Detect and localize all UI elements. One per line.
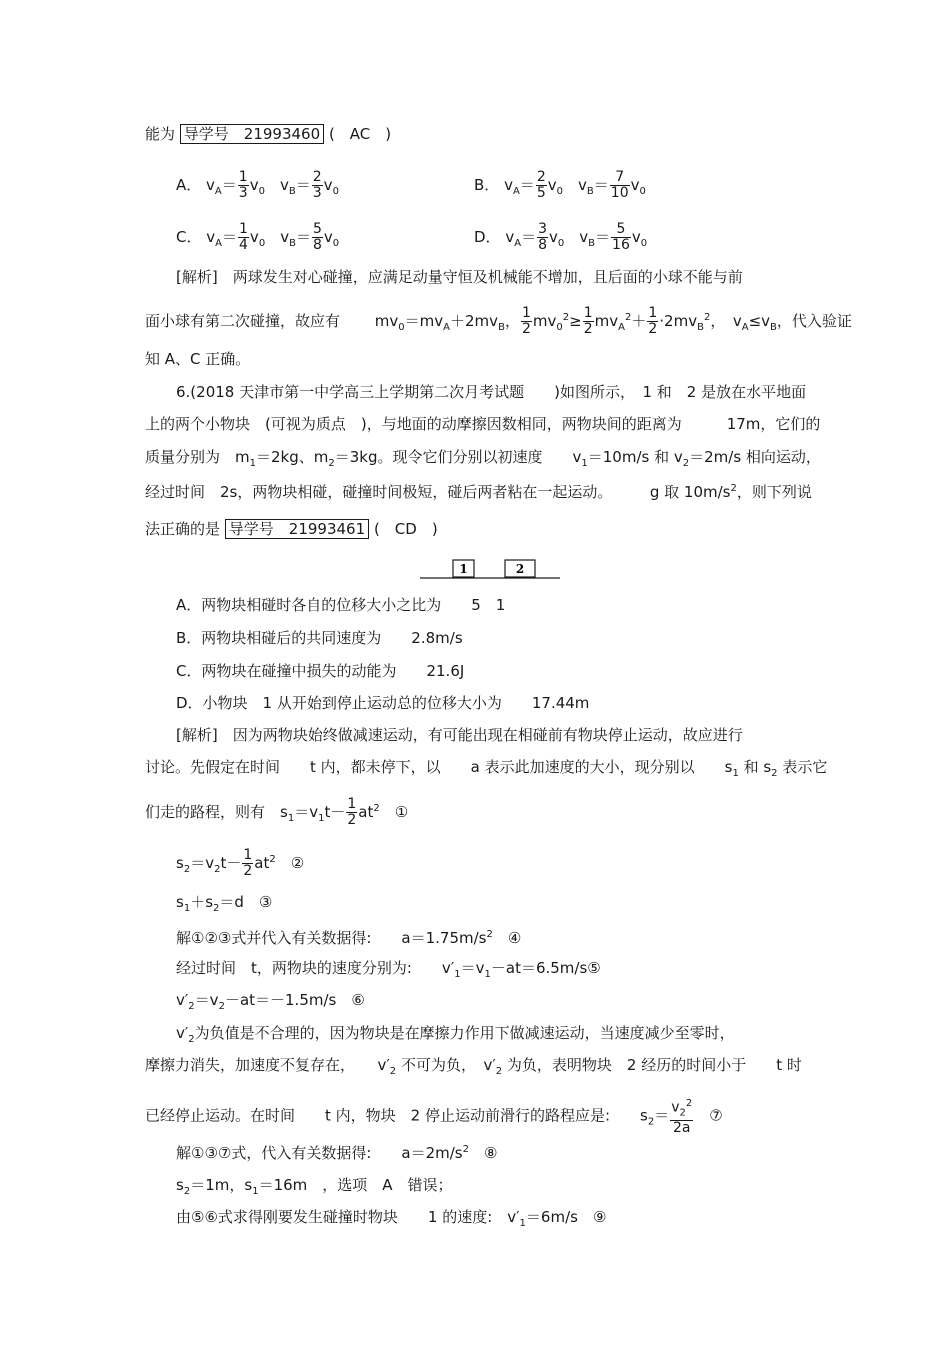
q6-analysis-line2: 讨论。先假定在时间 t 内，都未停下，以 a 表示此加速度的大小，现分别以 $s_1$ 和 $s_2$ 表示它: [145, 758, 828, 779]
q6-stem-line4: 经过时间 2s，两物块相碰，碰撞时间极短，碰后两者粘在一起运动。 g 取 $10m/s^2$，则下列说: [145, 483, 812, 501]
q6-stem-line2: 上的两个小物块 (可视为质点 )，与地面的动摩擦因数相同，两物块间的距离为 17m，它们的: [145, 415, 821, 433]
q6-analysis-neg2: 摩擦力消失，加速度不复存在， $v'_2$ 不可为负， $v'_2$ 为负，表明物块 2 经历的时间小于 t 时: [145, 1056, 802, 1077]
q6-eq3: $s_1+s_2=d$ ③: [176, 893, 273, 914]
q6-eq8: 解①③⑦式，代入有关数据得: $a=2m/s^2$ ⑧: [176, 1144, 498, 1162]
q5-stem-line: [145, 124, 391, 144]
q6-stem-line1: 6.(2018 天津市第一中学高三上学期第二次月考试题 )如图所示， 1 和 2 是放在水平地面: [176, 383, 807, 401]
q6-stem-line5: 法正确的是 导学号 21993461 ( CD ): [145, 520, 438, 538]
q6-eq5: 经过时间 t，两物块的速度分别为: $v'_1=v_1-at=6.5m/s⑤$: [176, 959, 601, 980]
q6-analysis-s: $s_2=1m$，$s_1=16m$ ，选项 A 错误；: [176, 1176, 453, 1197]
q6-eq9: 由⑤⑥式求得刚要发生碰撞时物块 1 的速度: $v'_1=6m/s$ ⑨: [176, 1208, 607, 1229]
q5-analysis-line1: [解析] 两球发生对心碰撞，应满足动量守恒及机械能不增加，且后面的小球不能与前: [176, 268, 743, 286]
q6-eq6: $v'_2=v_2-at=-1.5m/s$ ⑥: [176, 991, 365, 1012]
q6-eq1: 们走的路程，则有 $s_1=v_1t-$ $\frac{1}{2}$ $at^2$ ①: [145, 796, 409, 828]
q5-option-b: B． $v_A=$ $\frac{2}{5}$ $v_0$ $v_B=$ $\frac{7}{10}$ $v_0$: [474, 169, 646, 201]
q6-answer: ( CD ): [373, 520, 438, 538]
q6-eq2: $s_2=v_2t-$ $\frac{1}{2}$ $at^2$ ②: [176, 847, 305, 879]
q5-option-a: A． $v_A=$ $\frac{1}{3}$ $v_0$ $v_B=$ $\frac{2}{3}$ $v_0$: [176, 169, 339, 201]
block-1-label: 1: [459, 562, 468, 576]
q6-guide-number: 导学号 21993461: [225, 519, 369, 539]
q5-option-c: C． $v_A=$ $\frac{1}{4}$ $v_0$ $v_B=$ $\frac{5}{8}$ $v_0$: [176, 221, 340, 253]
q6-analysis-neg1: $v'_2$为负值是不合理的，因为物块是在摩擦力作用下做减速运动，当速度减少至零时，: [176, 1024, 735, 1045]
q6-figure: [420, 558, 562, 582]
block-2-label: 2: [515, 562, 525, 576]
q6-option-a: A．两物块相碰时各自的位移大小之比为 5 1: [176, 596, 506, 614]
q6-analysis-line1: [解析] 因为两物块始终做减速运动，有可能出现在相碰前有物块停止运动，故应进行: [176, 726, 743, 744]
q5-analysis-line2: 面小球有第二次碰撞，故应有 $mv_0=mv_A+2mv_B$， $\frac{1}{2}$ $mv_0^2\ge$ $\frac{1}{2}$ $mv_A^2+$ $\frac{1}{2}$ $\cdot 2mv_B^2$， $v_A\le v_B$，代入验证: [145, 305, 852, 337]
q5-guide-number: 导学号 21993460: [180, 124, 324, 144]
q5-answer: ( AC ): [328, 125, 392, 143]
q6-option-b: B．两物块相碰后的共同速度为 2.8m/s: [176, 629, 463, 647]
q6-option-d: D．小物块 1 从开始到停止运动总的位移大小为 17.44m: [176, 694, 590, 712]
q6-eq7: 已经停止运动。在时间 t 内，物块 2 停止运动前滑行的路程应是: $s_2=$ $\frac{v_2^2}{2a}$ ⑦: [145, 1098, 723, 1137]
q5-option-d: D． $v_A=$ $\frac{3}{8}$ $v_0$ $v_B=$ $\frac{5}{16}$ $v_0$: [474, 221, 648, 253]
q6-stem-line3: 质量分别为 $m_1=2kg$、$m_2=3kg$。现令它们分别以初速度 $v_1=10m/s$ 和 $v_2=2m/s$ 相向运动，: [145, 448, 821, 469]
q5-analysis-line3: 知 A、C 正确。: [145, 350, 251, 368]
q6-eq4: 解①②③式并代入有关数据得: $a=1.75m/s^2$ ④: [176, 929, 522, 947]
q6-option-c: C．两物块在碰撞中损失的动能为 21.6J: [176, 662, 465, 680]
q5-prefix: 能为: [145, 125, 176, 143]
